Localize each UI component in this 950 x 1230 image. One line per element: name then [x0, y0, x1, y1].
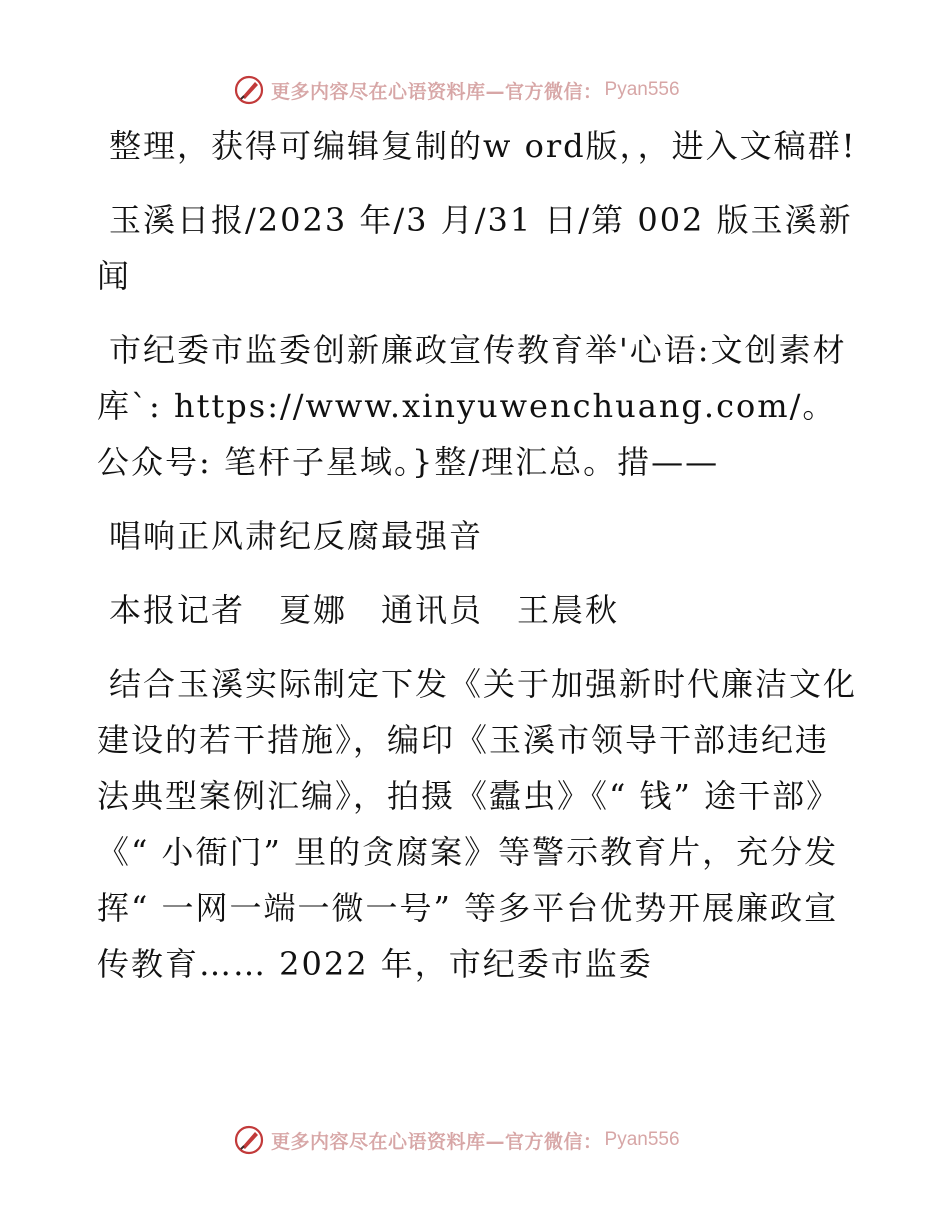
quill-pen-logo-icon [233, 74, 265, 106]
paragraph-source: 玉溪日报/2023 年/3 月/31 日/第 002 版玉溪新闻 [97, 201, 853, 295]
document-body [97, 118, 857, 1010]
watermark-wechat-id: Pyan556 [604, 79, 680, 100]
paragraph-body: 结合玉溪实际制定下发《关于加强新时代廉洁文化建设的若干措施》，编印《玉溪市领导干部违纪违法典型案例汇编》，拍摄《蠹虫》《“ 钱” 途干部》《“ 小衙门” 里的贪腐案》等警示教育片，充分发挥“ 一网一端一微一号” 等多平台优势开展廉政宣传教育…… 2022 年，市纪委市监委 [97, 665, 858, 983]
quill-pen-logo-icon [233, 1124, 265, 1156]
paragraph-intro: 整理，获得可编辑复制的w ord版，，进入文稿群! [109, 127, 857, 165]
byline-role-reporter: 本报记者 [109, 591, 246, 629]
byline-name-correspondent: 王晨秋 [517, 591, 620, 629]
paragraph-headline: 市纪委市监委创新廉政宣传教育举'心语:文创素材库`: https://www.xinyuwenchuang.com/。公众号: 笔杆子星域。}整/理汇总。措—— [97, 331, 847, 481]
watermark-text: 更多内容尽在心语资料库—官方微信： [271, 1130, 603, 1153]
byline-role-correspondent: 通讯员 [381, 591, 484, 629]
watermark-wechat-id: Pyan556 [604, 1129, 680, 1150]
header-watermark [233, 73, 733, 107]
footer-watermark [233, 1123, 733, 1157]
byline-name-reporter: 夏娜 [279, 591, 348, 629]
byline [97, 582, 857, 638]
watermark-text: 更多内容尽在心语资料库—官方微信： [271, 80, 603, 103]
paragraph-subheadline: 唱响正风肃纪反腐最强音 [109, 517, 484, 555]
